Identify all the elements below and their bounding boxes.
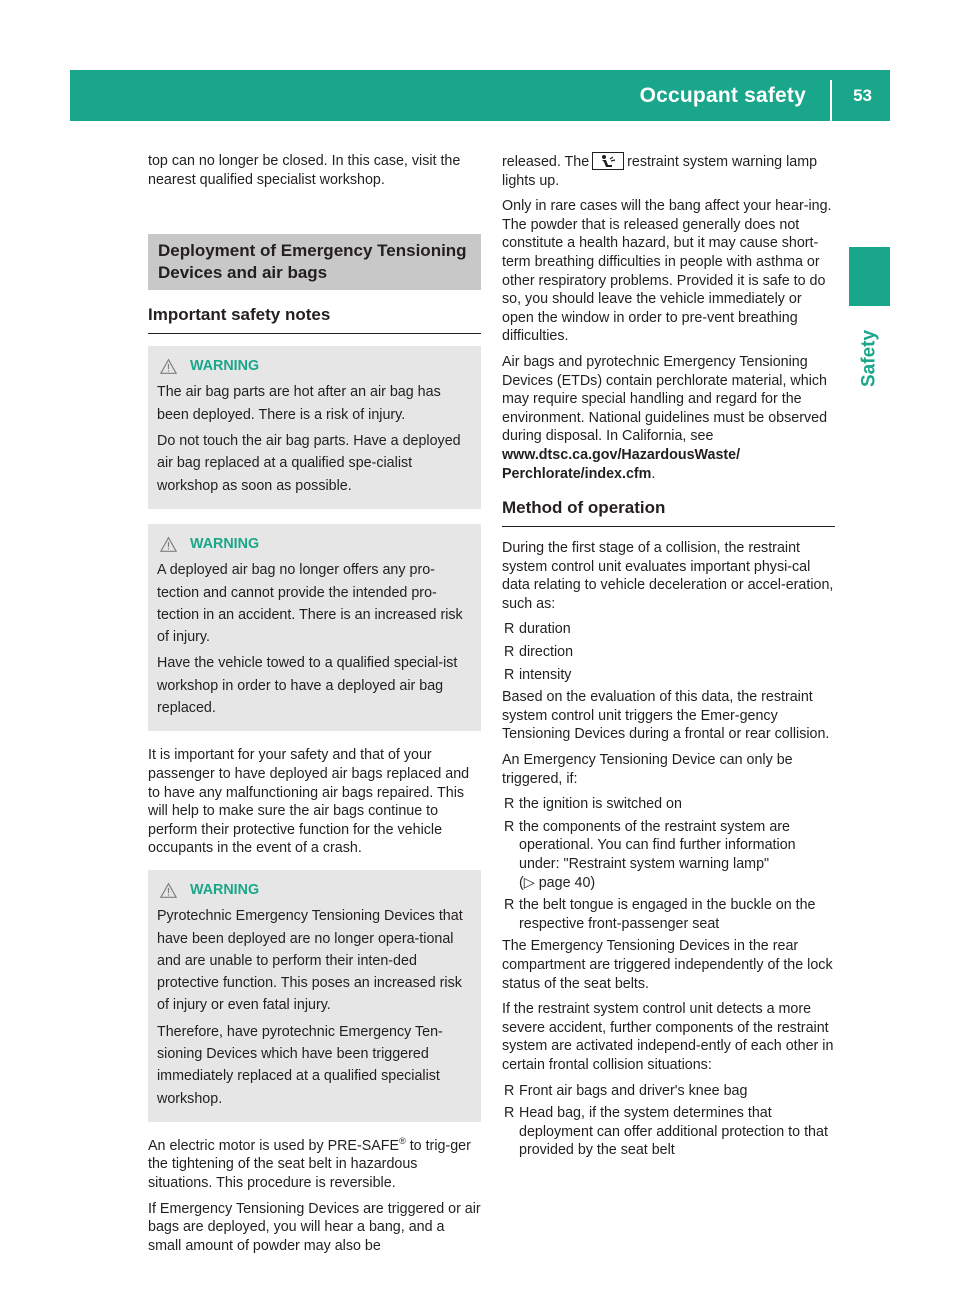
list-item	[502, 1104, 835, 1160]
page-title: Occupant safety	[639, 84, 806, 107]
body-paragraph	[502, 353, 835, 483]
link-text: www.dtsc.ca.gov/HazardousWaste/ Perchlorate/index.cfm	[502, 446, 741, 482]
bullet-mark: R	[504, 644, 515, 661]
warning-text: Do not touch the air bag parts. Have a deployed air bag replaced at a qualified spe-cialist workshop as soon as possible.	[157, 433, 461, 494]
warning-header	[157, 879, 473, 901]
warning-text: Have the vehicle towed to a qualified special-ist workshop in order to have a deployed air bag replaced.	[157, 655, 458, 717]
body-paragraph	[148, 1137, 481, 1193]
list-item-text: Head bag, if the system determines that deployment can offer additional protection to that provided by the seat belt	[519, 1105, 828, 1159]
registered-mark: ®	[399, 1136, 406, 1147]
list-item	[502, 795, 835, 814]
body-paragraph: If the restraint system control unit detects a more severe accident, further components of the restraint system are activated independ-ently of each other in certain frontal collision situations:	[502, 1001, 834, 1073]
hazardous-waste-link[interactable]	[502, 446, 835, 483]
warning-triangle-icon	[160, 358, 177, 375]
header-divider	[830, 80, 832, 121]
list-item-text: the components of the restraint system are operational. You can find further information under: "Restraint system warning lamp"	[519, 818, 796, 872]
bullet-mark: R	[504, 897, 515, 914]
left-column	[148, 152, 481, 1262]
list-item-text: Front air bags and driver's knee bag	[519, 1082, 748, 1099]
body-paragraph	[502, 152, 835, 190]
list-item	[502, 643, 835, 662]
warning-header	[157, 355, 473, 377]
header-bar	[70, 70, 890, 121]
warning-label: WARNING	[190, 881, 260, 898]
components-list	[502, 1082, 835, 1160]
conditions-list	[502, 795, 835, 933]
section-heading: Deployment of Emergency Tensioning Devices and air bags	[148, 234, 481, 290]
list-item	[502, 620, 835, 639]
pre-safe-text: An electric motor is used by PRE-SAFE	[148, 1137, 400, 1154]
bullet-mark: R	[504, 1082, 515, 1099]
warning-box-1	[148, 346, 481, 509]
right-column	[502, 152, 835, 1164]
subheading-safety-notes: Important safety notes	[148, 304, 481, 334]
link-period: .	[651, 465, 656, 482]
list-item	[502, 1082, 835, 1101]
bullet-mark: R	[504, 818, 515, 835]
text-fragment: restraint system warning lamp lights up.	[502, 154, 818, 189]
body-paragraph: During the first stage of a collision, the restraint system control unit evaluates important physi-cal data relating to vehicle deceleration or accel-eration, such as:	[502, 540, 834, 612]
body-paragraph: If Emergency Tensioning Devices are triggered or air bags are deployed, you will hear a bang, and a small amount of powder may also be	[148, 1200, 481, 1254]
warning-label: WARNING	[190, 358, 260, 375]
list-item-text: intensity	[519, 666, 572, 683]
body-paragraph: Based on the evaluation of this data, the restraint system control unit triggers the Emer-gency Tensioning Devices during a frontal or rear collision.	[502, 689, 830, 743]
body-paragraph: The Emergency Tensioning Devices in the rear compartment are triggered independently of the lock status of the seat belts.	[502, 938, 833, 992]
page-number: 53	[853, 86, 872, 105]
body-paragraph: Only in rare cases will the bang affect your hear-ing. The powder that is released generally does not constitute a health hazard, but it may cause short-term breathing difficulties in people with asthma or other respiratory problems. Provided it is safe to do so, you should leave the vehicle immediately or open the window in order to pre-vent breathing difficulties.	[502, 198, 832, 345]
list-item-text: the ignition is switched on	[519, 796, 682, 813]
warning-header	[157, 533, 473, 555]
side-tab-label: Safety	[858, 329, 880, 387]
list-item	[502, 666, 835, 685]
side-tab	[849, 247, 890, 306]
warning-text: A deployed air bag no longer offers any pro-tection and cannot provide the intended pro-tection in an accident. There is an increased risk of injury.	[157, 562, 463, 646]
body-paragraph: It is important for your safety and that of your passenger to have deployed air bags replaced and to have any malfunctioning air bags repaired. This will help to make sure the air bags continue to perform their protective function for the vehicle occupants in the event of a crash.	[148, 747, 470, 857]
list-item-text: direction	[519, 644, 574, 661]
bullet-mark: R	[504, 666, 515, 683]
bullet-mark: R	[504, 1105, 515, 1122]
warning-text: Therefore, have pyrotechnic Emergency Ten-sioning Devices which have been triggered immediately replaced at a qualified specialist workshop.	[157, 1023, 443, 1107]
bullet-mark: R	[504, 621, 515, 638]
list-item-text: duration	[519, 621, 571, 638]
warning-triangle-icon	[160, 882, 177, 899]
pre-safe-text-cont: to trig-ger the tightening of the seat belt in hazardous situations. This procedure is reversible.	[148, 1137, 471, 1192]
restraint-warning-lamp-icon	[592, 152, 624, 170]
text-fragment: released. The	[502, 154, 590, 170]
list-item-text: the belt tongue is engaged in the buckle on the respective front-passenger seat	[519, 897, 816, 932]
page-reference-link[interactable]: (▷ page 40)	[519, 874, 596, 891]
warning-text: The air bag parts are hot after an air bag has been deployed. There is a risk of injury.	[157, 384, 441, 423]
body-paragraph: An Emergency Tensioning Device can only be triggered, if:	[502, 752, 793, 787]
warning-label: WARNING	[190, 535, 260, 552]
warning-box-3	[148, 870, 481, 1122]
subheading-method: Method of operation	[502, 497, 835, 527]
warning-box-2	[148, 524, 481, 731]
bullet-mark: R	[504, 796, 515, 813]
list-item	[502, 896, 835, 933]
warning-text: Pyrotechnic Emergency Tensioning Devices that have been deployed are no longer opera-tional and are unable to perform their inten-ded protective function. This poses an increased risk of injury or even fatal injury.	[157, 908, 463, 1014]
intro-paragraph: top can no longer be closed. In this case, visit the nearest qualified specialist workshop.	[148, 153, 461, 188]
list-item	[502, 818, 835, 892]
criteria-list	[502, 620, 835, 684]
warning-triangle-icon	[160, 536, 177, 553]
text-fragment: Air bags and pyrotechnic Emergency Tensioning Devices (ETDs) contain perchlorate material, which may require special handling and regard for the environment. National guidelines must be observed during disposal. In California, see	[502, 353, 828, 445]
